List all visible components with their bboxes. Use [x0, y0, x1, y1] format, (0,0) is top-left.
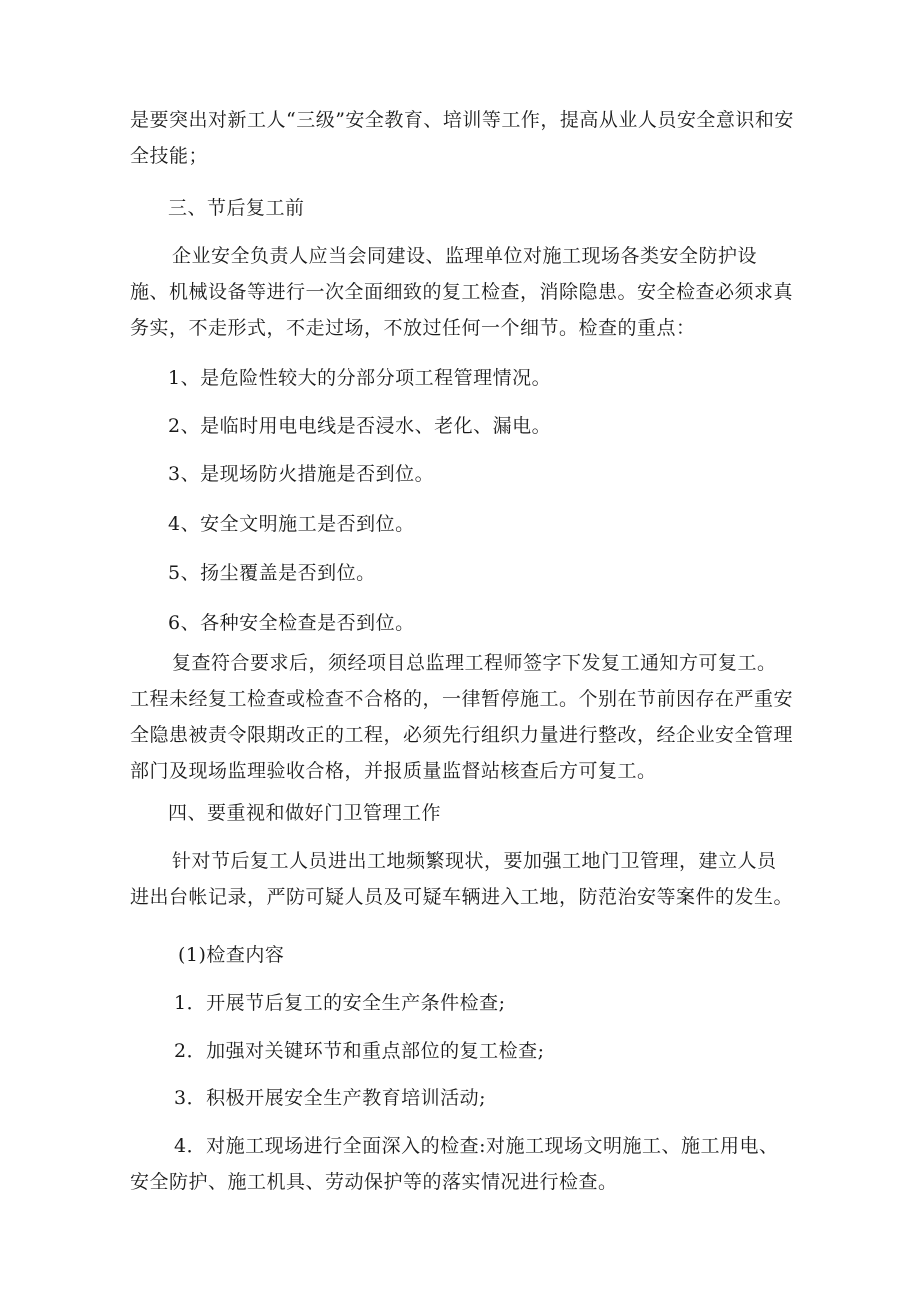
list-item-4: 4、安全文明施工是否到位。 [168, 513, 415, 535]
paragraph-recheck: 复查符合要求后，须经项目总监理工程师签字下发复工通知方可复工。工程未经复工检查或检查不合格的，一律暂停施工。个别在节前因存在严重安全隐患被责令限期改正的工程，必须先行组织力量进行整改，经企业安全管理部门及现场监理验收合格，并报质量监督站核查后方可复工。 [130, 652, 794, 782]
numbered-item-4: 4．对施工现场进行全面深入的检查:对施工现场文明施工、施工用电、安全防护、施工机具、劳动保护等的落实情况进行检查。 [130, 1135, 779, 1193]
list-item-2: 2、是临时用电电线是否浸水、老化、漏电。 [168, 415, 552, 437]
list-item-6: 6、各种安全检查是否到位。 [168, 612, 415, 634]
numbered-item-1: 1．开展节后复工的安全生产条件检查; [174, 992, 506, 1014]
list-item-3: 3、是现场防火措施是否到位。 [168, 463, 435, 485]
paragraph-inspection: 企业安全负责人应当会同建设、监理单位对施工现场各类安全防护设施、机械设备等进行一次全面细致的复工检查，消除隐患。安全检查必须求真务实，不走形式，不走过场，不放过任何一个细节。检查的重点： [130, 245, 794, 339]
list-item-1: 1、是危险性较大的分部分项工程管理情况。 [168, 367, 552, 389]
subheading-inspection-content: (1)检查内容 [178, 944, 285, 966]
paragraph-gatekeeping: 针对节后复工人员进出工地频繁现状，要加强工地门卫管理，建立人员进出台帐记录，严防可疑人员及可疑车辆进入工地，防范治安等案件的发生。 [130, 850, 794, 908]
numbered-item-2: 2．加强对关键环节和重点部位的复工检查; [174, 1040, 545, 1062]
section-heading-3: 三、节后复工前 [168, 197, 305, 219]
list-item-5: 5、扬尘覆盖是否到位。 [168, 562, 376, 584]
section-heading-4: 四、要重视和做好门卫管理工作 [168, 802, 442, 824]
paragraph-continued: 是要突出对新工人“三级”安全教育、培训等工作，提高从业人员安全意识和安全技能； [130, 109, 794, 167]
numbered-item-3: 3．积极开展安全生产教育培训活动; [174, 1087, 486, 1109]
